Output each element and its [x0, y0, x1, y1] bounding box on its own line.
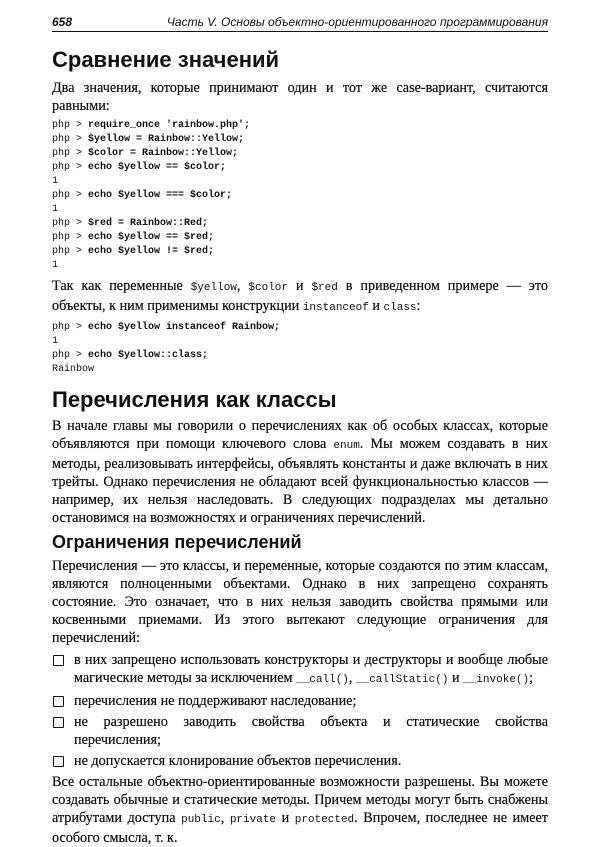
code-text: 1 [52, 336, 59, 347]
code-text: $yellow = Rainbow::Yellow; [88, 134, 245, 145]
text-segment: . Впрочем, последнее не имеет особого смысла, т. к. [52, 810, 548, 846]
list-item [52, 651, 548, 689]
code-text: Rainbow [52, 364, 95, 375]
code-line [52, 175, 548, 189]
code-line [52, 203, 548, 217]
checkbox-bullet-icon [53, 655, 64, 666]
text-segment: , [348, 670, 356, 686]
text-segment: в них запрещено использовать конструкторы и деструкторы и вообще любые магические методы за исключением [74, 652, 548, 686]
running-title: Часть V. Основы объектно-ориентированного программирования [166, 15, 548, 29]
running-header [52, 14, 548, 32]
code-text: echo $yellow == $red; [88, 232, 215, 243]
text-segment: В начале главы мы говорили о перечислениях как об особых классах, которые объявляются при помощи ключевого слова [52, 418, 548, 452]
list-item-text: перечисления не поддерживают наследование; [74, 693, 357, 709]
inline-code: public [181, 814, 221, 826]
list-item [52, 752, 548, 770]
code-line [52, 133, 548, 147]
intro-paragraph: Два значения, которые принимают один и тот же case-вариант, считаются равными: [52, 80, 548, 114]
code-text: echo $yellow != $red; [88, 246, 215, 257]
text-segment: и [288, 278, 312, 294]
text-segment: , [220, 810, 230, 826]
inline-code: private [229, 814, 277, 826]
objects-paragraph [52, 277, 548, 317]
code-block-comparison [52, 119, 548, 273]
enums-classes-paragraph [52, 417, 548, 527]
section-heading-comparison: Сравнение значений [52, 47, 280, 72]
restrictions-paragraph: Перечисления — это классы, и переменные, которые создаются по этим классам, являются полноценными объектами. Однако в них запрещено сохранять состояние. Это означает, что в них нельзя заводить свойства прямыми или косвенными приемами. Из этого вытекают следующие ограничения для перечислений: [52, 558, 548, 646]
code-prompt: php > [52, 350, 89, 361]
text-segment: Так как переменные [52, 278, 191, 294]
text-segment: и [368, 298, 384, 314]
code-prompt: php > [52, 148, 89, 159]
code-prompt: php > [52, 134, 89, 145]
inline-code: $color [248, 282, 288, 294]
checkbox-bullet-icon [53, 696, 64, 707]
code-prompt: php > [52, 322, 89, 333]
code-line [52, 349, 548, 363]
list-item-text: не допускается клонирование объектов перечисления. [74, 753, 402, 769]
inline-code: instanceof [302, 302, 369, 314]
code-line [52, 119, 548, 133]
code-prompt: php > [52, 162, 89, 173]
subsection-heading-restrictions: Ограничения перечислений [52, 532, 302, 552]
code-text: $color = Rainbow::Yellow; [88, 148, 239, 159]
code-text: echo $yellow::class; [88, 350, 209, 361]
code-text: echo $yellow instanceof Rainbow; [88, 322, 281, 333]
code-line [52, 217, 548, 231]
inline-code: class [383, 302, 417, 314]
restrictions-list [52, 651, 548, 770]
inline-code: protected [294, 814, 355, 826]
text-segment: и [448, 670, 464, 686]
code-prompt: php > [52, 232, 89, 243]
code-prompt: php > [52, 246, 89, 257]
page-number: 658 [52, 15, 73, 29]
code-text: require_once 'rainbow.php'; [88, 120, 251, 131]
code-line [52, 161, 548, 175]
text-segment: , [236, 278, 249, 294]
code-text: 1 [52, 204, 59, 215]
code-line [52, 259, 548, 273]
list-item [52, 692, 548, 710]
list-item [52, 713, 548, 749]
code-prompt: php > [52, 190, 89, 201]
book-page [52, 0, 548, 847]
inline-code: __call() [296, 674, 349, 686]
checkbox-bullet-icon [53, 756, 64, 767]
code-line [52, 245, 548, 259]
code-prompt: php > [52, 218, 89, 229]
text-segment: : [416, 298, 421, 314]
code-line [52, 147, 548, 161]
list-item-text [74, 652, 548, 686]
final-paragraph [52, 773, 548, 847]
inline-code: $yellow [190, 282, 237, 294]
text-segment: . Мы можем создавать в них методы, реализовывать интерфейсы, объявлять константы и даже включать в них трейты. Однако перечисления не обладают всей функциональностью классов — например, их нельзя наследовать. В следующих подразделах мы детально остановимся на возможностях и ограничениях перечислений. [52, 436, 548, 526]
code-text: echo $yellow == $color; [88, 162, 227, 173]
inline-code: __invoke() [463, 674, 530, 686]
inline-code: __callStatic() [356, 674, 449, 686]
inline-code: $red [311, 282, 338, 294]
text-segment: и [276, 810, 295, 826]
code-line [52, 363, 548, 377]
text-segment: в приведенном примере — это объекты, к ним применимы конструкции [52, 278, 548, 314]
list-item-text: не разрешено заводить свойства объекта и статические свойства перечисления; [74, 714, 548, 748]
text-segment: ; [529, 670, 534, 686]
text-segment: Все остальные объектно-ориентированные возможности разрешены. Вы можете создавать обычные и статические методы. Причем методы могут быть снабжены атрибутами доступа [52, 774, 548, 826]
code-prompt: php > [52, 120, 89, 131]
code-text: echo $yellow === $color; [88, 190, 233, 201]
code-text: $red = Rainbow::Red; [88, 218, 209, 229]
code-line [52, 189, 548, 203]
code-block-instanceof [52, 321, 548, 377]
checkbox-bullet-icon [53, 717, 64, 728]
code-line [52, 231, 548, 245]
code-line [52, 335, 548, 349]
code-text: 1 [52, 176, 59, 187]
code-line [52, 321, 548, 335]
code-text: 1 [52, 260, 59, 271]
inline-code: enum [333, 440, 360, 452]
section-heading-enums-as-classes: Перечисления как классы [52, 387, 337, 412]
